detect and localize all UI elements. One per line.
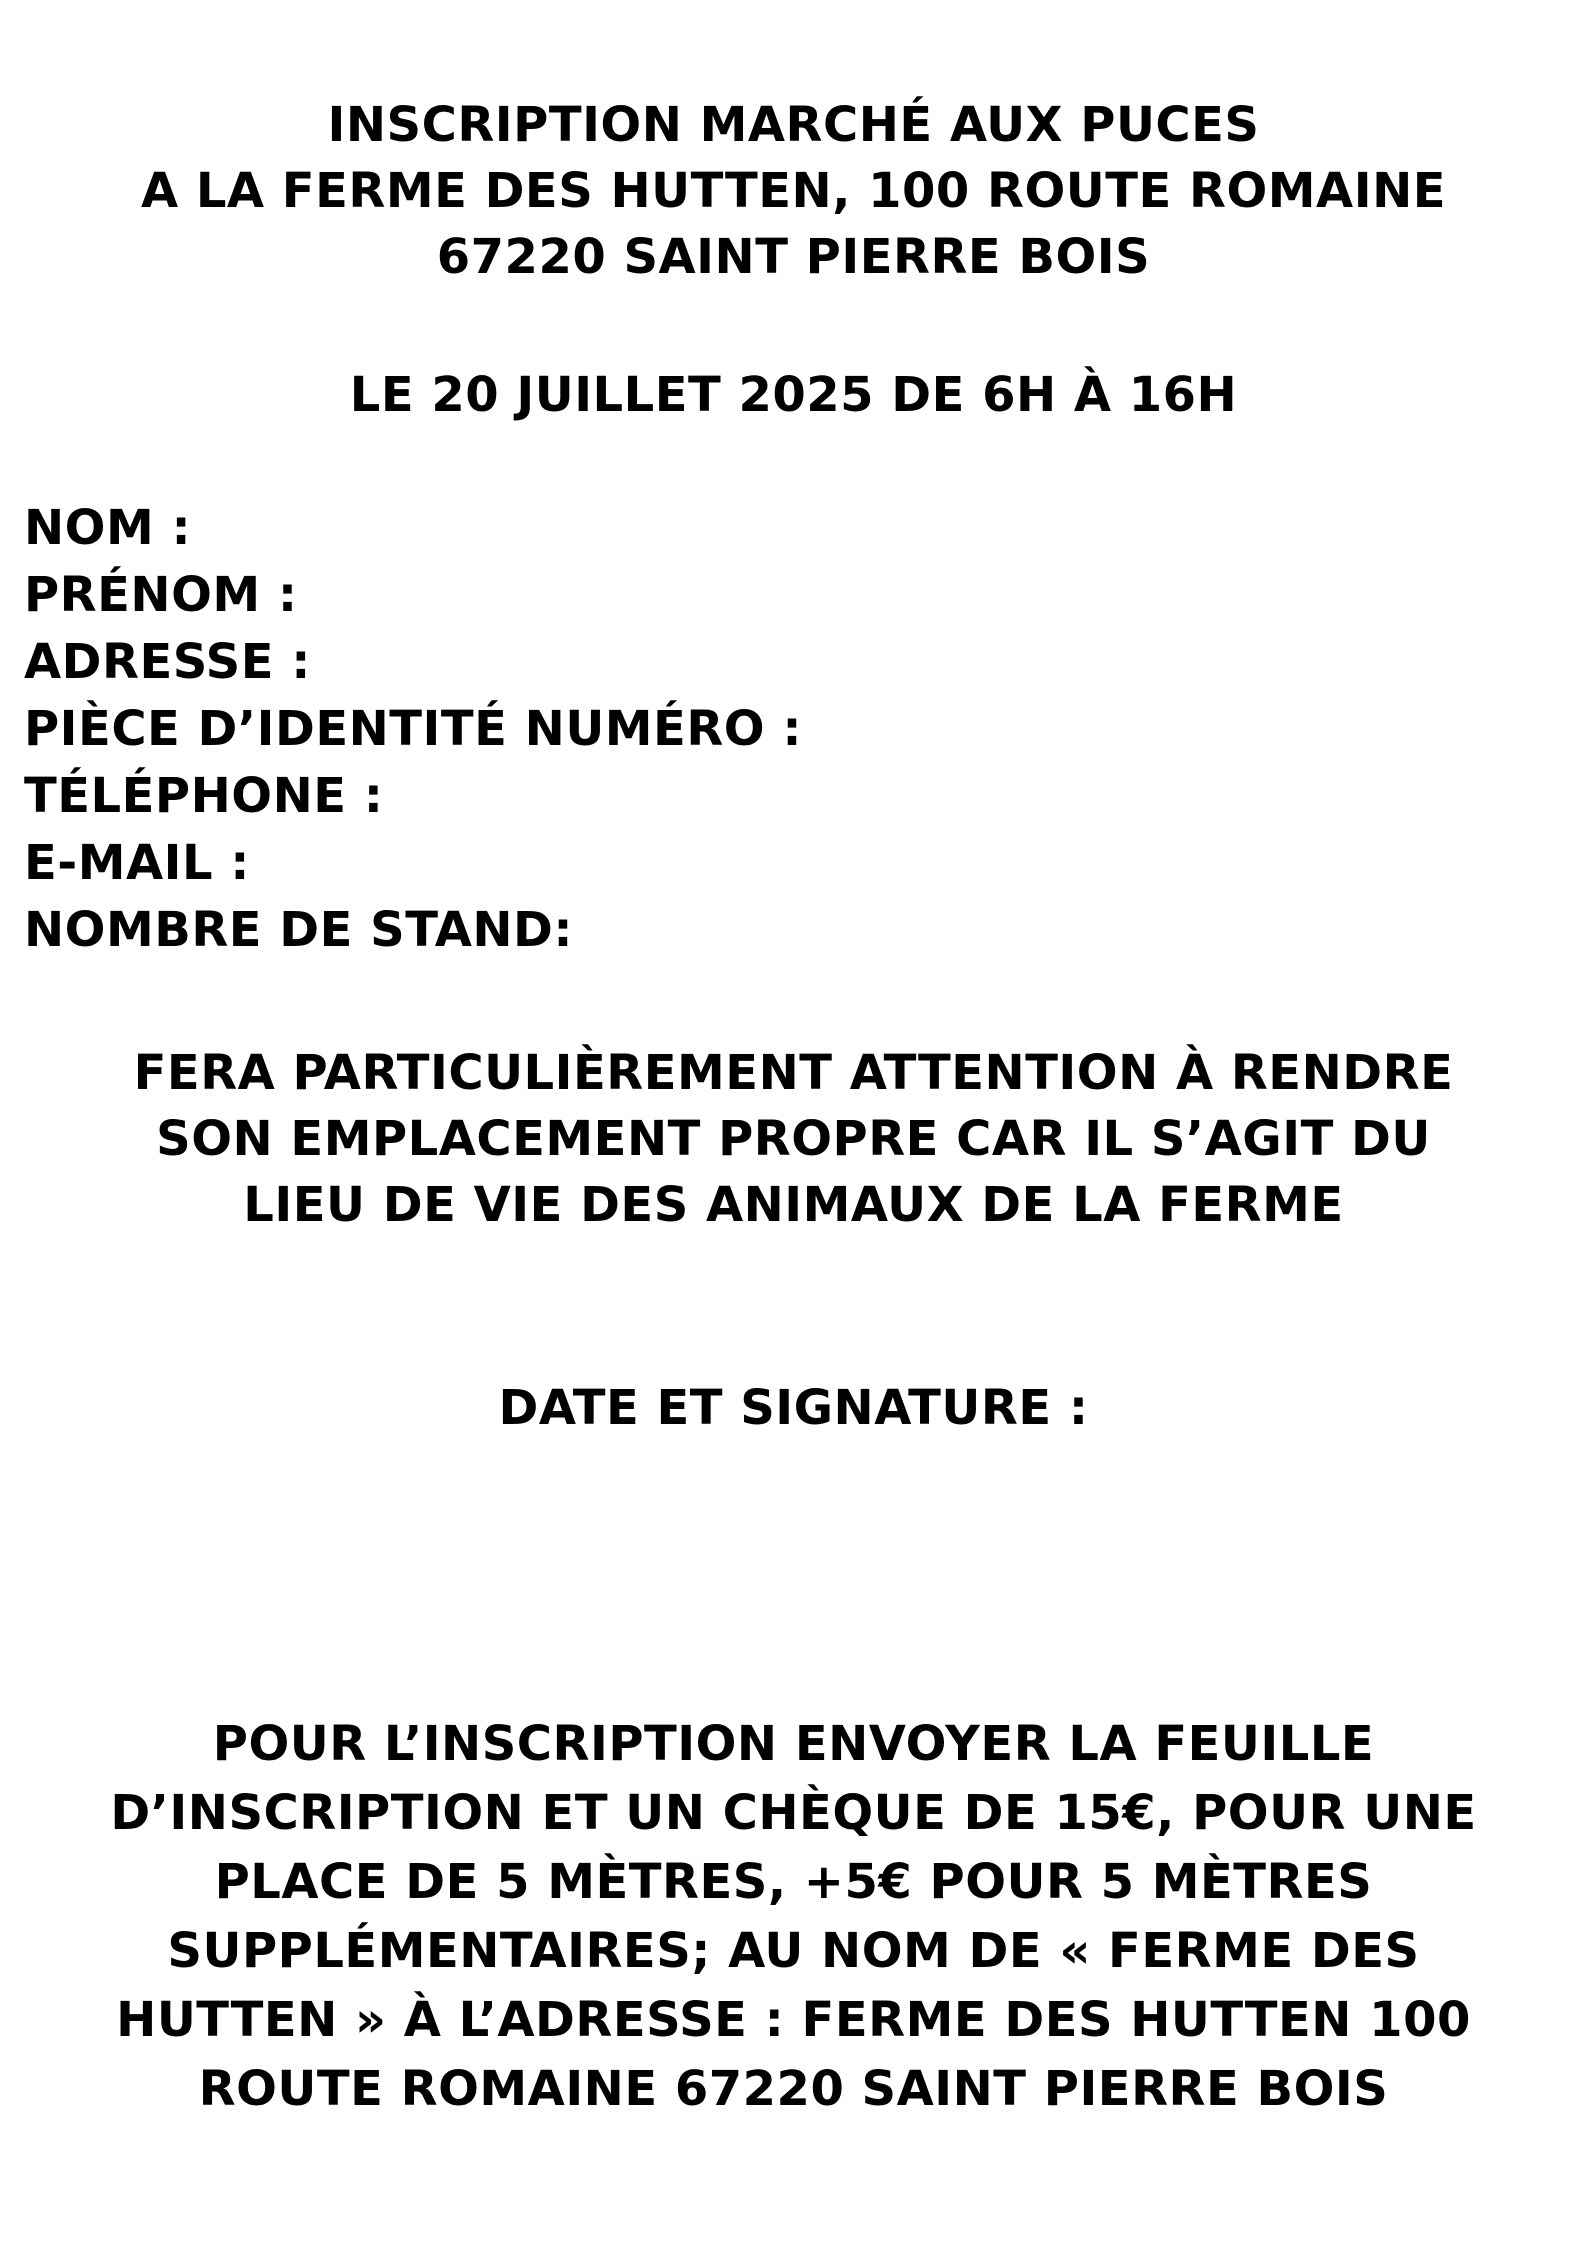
- notice-line: FERA PARTICULIÈREMENT ATTENTION À RENDRE: [133, 1045, 1454, 1101]
- form-fields: [24, 495, 802, 964]
- field-adresse-label: ADRESSE :: [24, 634, 311, 690]
- instructions-line: ROUTE ROMAINE 67220 SAINT PIERRE BOIS: [198, 2061, 1389, 2117]
- instructions-line: SUPPLÉMENTAIRES; AU NOM DE « FERME DES: [167, 1923, 1420, 1979]
- event-date-text: LE 20 JUILLET 2025 DE 6H À 16H: [349, 367, 1238, 423]
- field-piece-identite-label: PIÈCE D’IDENTITÉ NUMÉRO :: [24, 701, 803, 757]
- instructions-line: POUR L’INSCRIPTION ENVOYER LA FEUILLE: [212, 1716, 1375, 1772]
- instructions-line: HUTTEN » À L’ADRESSE : FERME DES HUTTEN 100: [116, 1992, 1471, 2048]
- notice-line: SON EMPLACEMENT PROPRE CAR IL S’AGIT DU: [156, 1111, 1431, 1167]
- form-title: [0, 92, 1587, 290]
- instructions-line: PLACE DE 5 MÈTRES, +5€ POUR 5 MÈTRES: [214, 1854, 1373, 1910]
- field-email-label: E-MAIL :: [24, 835, 250, 891]
- field-telephone-label: TÉLÉPHONE :: [24, 768, 384, 824]
- signature-section: [0, 1375, 1587, 1441]
- notice-line: LIEU DE VIE DES ANIMAUX DE LA FERME: [243, 1177, 1344, 1233]
- field-nombre-stand-label: NOMBRE DE STAND:: [24, 902, 574, 958]
- title-line: A LA FERME DES HUTTEN, 100 ROUTE ROMAINE: [140, 163, 1447, 219]
- field-prenom-label: PRÉNOM :: [24, 567, 298, 623]
- title-line: INSCRIPTION MARCHÉ AUX PUCES: [327, 97, 1260, 153]
- instructions-line: D’INSCRIPTION ET UN CHÈQUE DE 15€, POUR UNE: [110, 1785, 1477, 1841]
- title-line: 67220 SAINT PIERRE BOIS: [436, 229, 1151, 285]
- registration-instructions: [0, 1710, 1587, 2124]
- event-date: [0, 362, 1587, 428]
- field-nom-label: NOM :: [24, 500, 192, 556]
- signature-label: DATE ET SIGNATURE :: [498, 1380, 1089, 1436]
- cleanliness-notice: [0, 1040, 1587, 1238]
